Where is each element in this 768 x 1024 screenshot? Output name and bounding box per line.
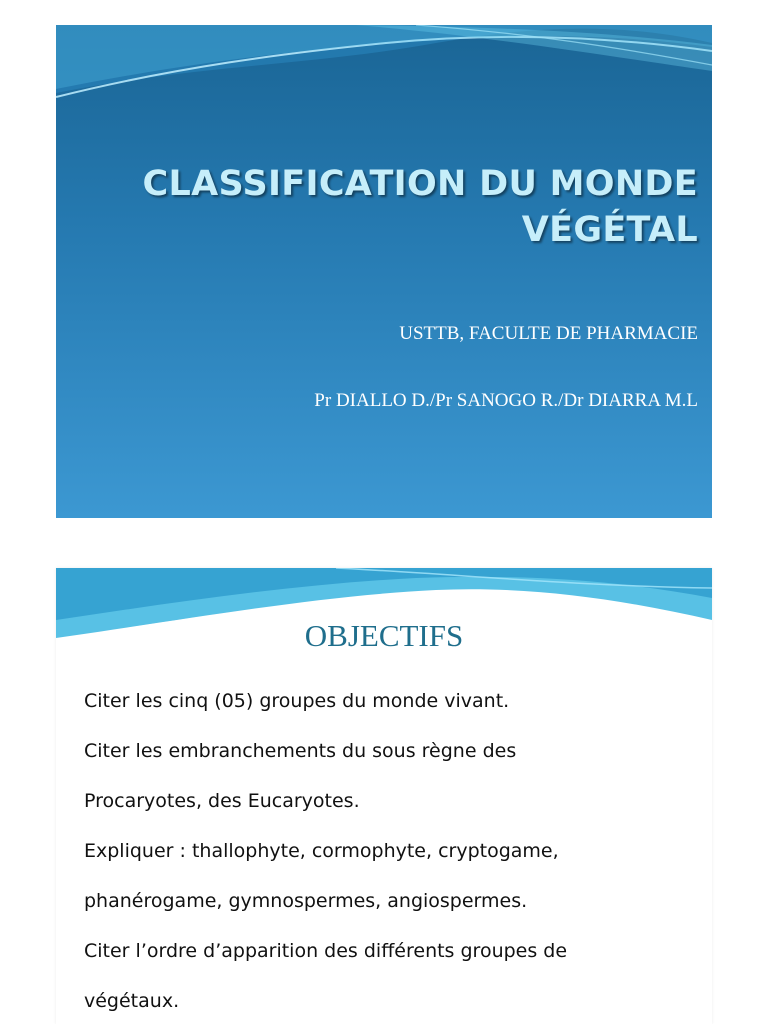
wave-banner-graphic (56, 25, 712, 125)
slide-title (78, 161, 698, 253)
slide-title-line1: CLASSIFICATION DU MONDE (142, 164, 698, 204)
objective-line: Citer l’ordre d’apparition des différents groupes de (84, 940, 568, 962)
authors-text: Pr DIALLO D./Pr SANOGO R./Dr DIARRA M.L (314, 390, 698, 411)
objective-line: Procaryotes, des Eucaryotes. (84, 790, 360, 812)
objective-line: phanérogame, gymnospermes, angiospermes. (84, 890, 528, 912)
objectives-list (84, 686, 694, 1024)
institution-text: USTTB, FACULTE DE PHARMACIE (399, 323, 698, 344)
slide-title-line2: VÉGÉTAL (521, 210, 698, 250)
objective-line: Citer les embranchements du sous règne des (84, 740, 517, 762)
objectives-slide (56, 568, 712, 1024)
objective-line: végétaux. (84, 990, 180, 1012)
objective-line: Citer les cinq (05) groupes du monde vivant. (84, 690, 510, 712)
objective-line: Expliquer : thallophyte, cormophyte, cryptogame, (84, 840, 559, 862)
objectives-heading: OBJECTIFS (304, 618, 464, 653)
title-slide (56, 25, 712, 518)
